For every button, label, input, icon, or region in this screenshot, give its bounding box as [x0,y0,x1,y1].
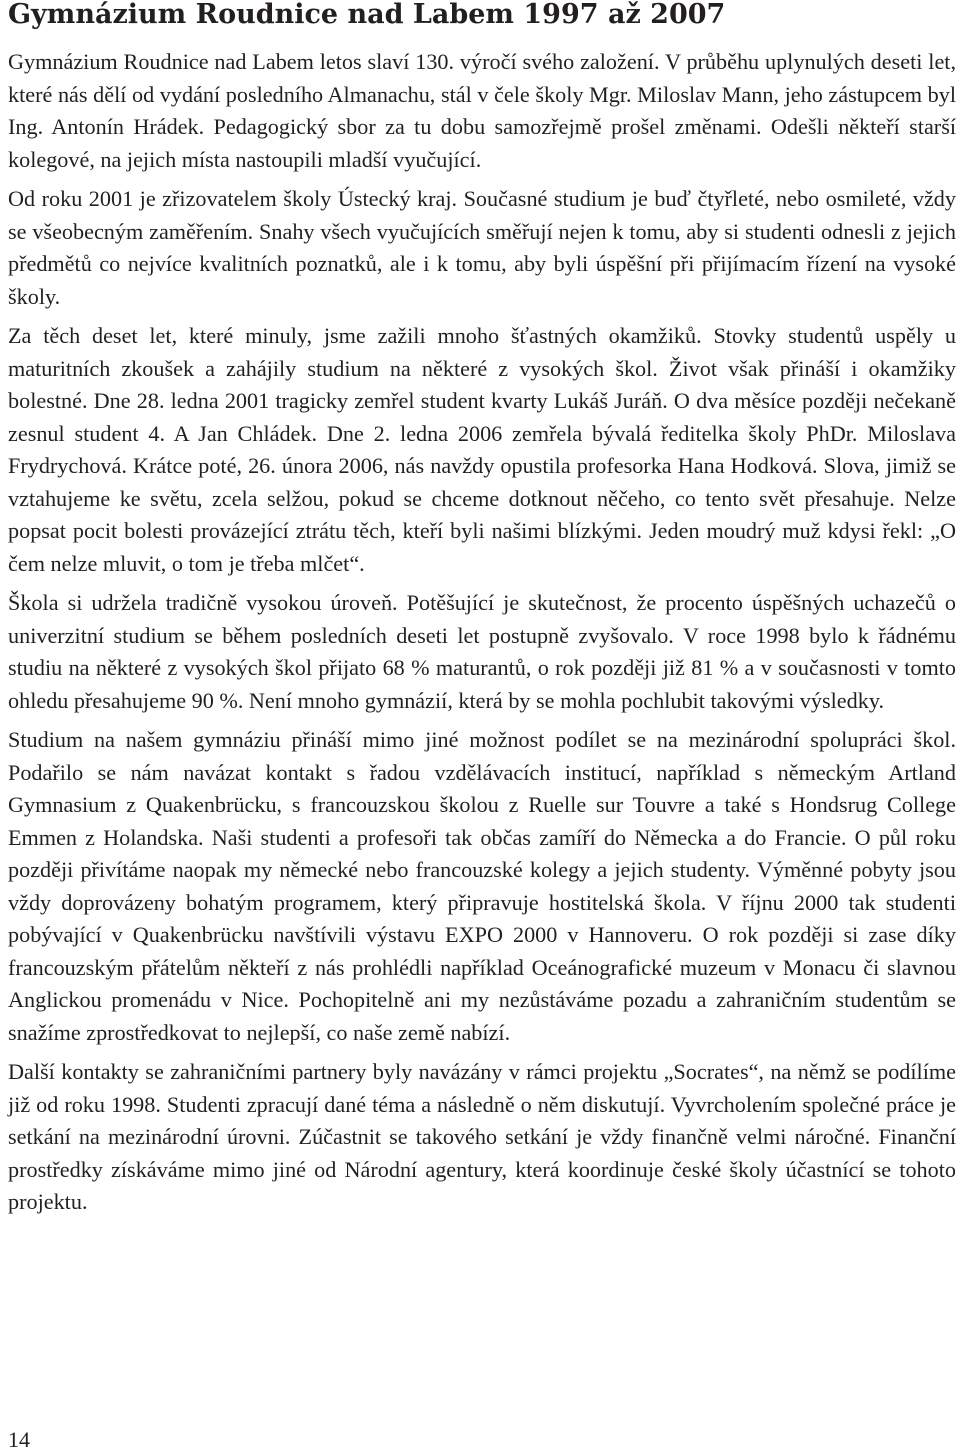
document-page [8,0,956,1226]
article-title: Gymnázium Roudnice nad Labem 1997 až 2007 [8,0,726,30]
paragraph-5: Studium na našem gymnáziu přináší mimo jiné možnost podílet se na mezinárodní spolupráci škol. Podařilo se nám navázat kontakt s řadou vzdělávacích institucí, například s německým Artland Gymnasium z Quakenbrücku, s francouzskou školou z Ruelle sur Touvre a také s Hondsrug College Emmen z Holandska. Naši studenti a profesoři tak občas zamíří do Německa a do Francie. O půl roku později přivítáme naopak my německé nebo francouzské kolegy a jejich studenty. Výměnné pobyty jsou vždy doprovázeny bohatým programem, který připravuje hostitelská škola. V říjnu 2000 tak studenti pobývající v Quakenbrücku navštívili výstavu EXPO 2000 v Hannoveru. O rok později si zase díky francouzským přátelům někteří z nás prohlédli například Oceánografické muzeum v Monacu či slavnou Anglickou promenádu v Nice. Pochopitelně ani my nezůstáváme pozadu a zahraničním studentům se snažíme zprostředkovat to nejlepší, co naše země nabízí. [8,727,956,1045]
paragraph-4: Škola si udržela tradičně vysokou úroveň. Potěšující je skutečnost, že procento úspěšných uchazečů o univerzitní studium se během posledních deseti let postupně zvyšovalo. V roce 1998 bylo k řádnému studiu na některé z vysokých škol přijato 68 % maturantů, o rok později již 81 % a v současnosti v tomto ohledu přesahujeme 90 %. Není mnoho gymnázií, která by se mohla pochlubit takovými výsledky. [8,590,956,713]
page-number: 14 [8,1427,30,1452]
paragraph-2: Od roku 2001 je zřizovatelem školy Ústecký kraj. Současné studium je buď čtyřleté, nebo osmileté, vždy se všeobecným zaměřením. Snahy všech vyučujících směřují nejen k tomu, aby si studenti odnesli z jejich předmětů co nejvíce kvalitních poznatků, ale i k tomu, aby byli úspěšní při přijímacím řízení na vysoké školy. [8,186,956,309]
article-body [8,46,956,1219]
paragraph-3: Za těch deset let, které minuly, jsme zažili mnoho šťastných okamžiků. Stovky studentů uspěly u maturitních zkoušek a zahájily studium na některé z vysokých škol. Život však přináší i okamžiky bolestné. Dne 28. ledna 2001 tragicky zemřel student kvarty Lukáš Juráň. O dva měsíce později nečekaně zesnul student 4. A Jan Chládek. Dne 2. ledna 2006 zemřela bývalá ředitelka školy PhDr. Miloslava Frydrychová. Krátce poté, 26. února 2006, nás navždy opustila profesorka Hana Hodková. Slova, jimiž se vztahujeme ke světu, zcela selžou, pokud se chceme dotknout něčeho, co tento svět přesahuje. Nelze popsat pocit bolesti provázející ztrátu těch, kteří byli našimi blízkými. Jeden moudrý muž kdysi řekl: „O čem nelze mluvit, o tom je třeba mlčet“. [8,323,956,576]
paragraph-6: Další kontakty se zahraničními partnery byly navázány v rámci projektu „Socrates“, na němž se podílíme již od roku 1998. Studenti zpracují dané téma a následně o něm diskutují. Vyvrcholením společné práce je setkání na mezinárodní úrovni. Zúčastnit se takového setkání je vždy finančně velmi náročné. Finanční prostředky získáváme mimo jiné od Národní agentury, která koordinuje české školy účastnící se tohoto projektu. [8,1059,956,1214]
paragraph-1: Gymnázium Roudnice nad Labem letos slaví 130. výročí svého založení. V průběhu uplynulých deseti let, které nás dělí od vydání posledního Almanachu, stál v čele školy Mgr. Miloslav Mann, jeho zástupcem byl Ing. Antonín Hrádek. Pedagogický sbor za tu dobu samozřejmě prošel změnami. Odešli někteří starší kolegové, na jejich místa nastoupili mladší vyučující. [8,49,956,172]
